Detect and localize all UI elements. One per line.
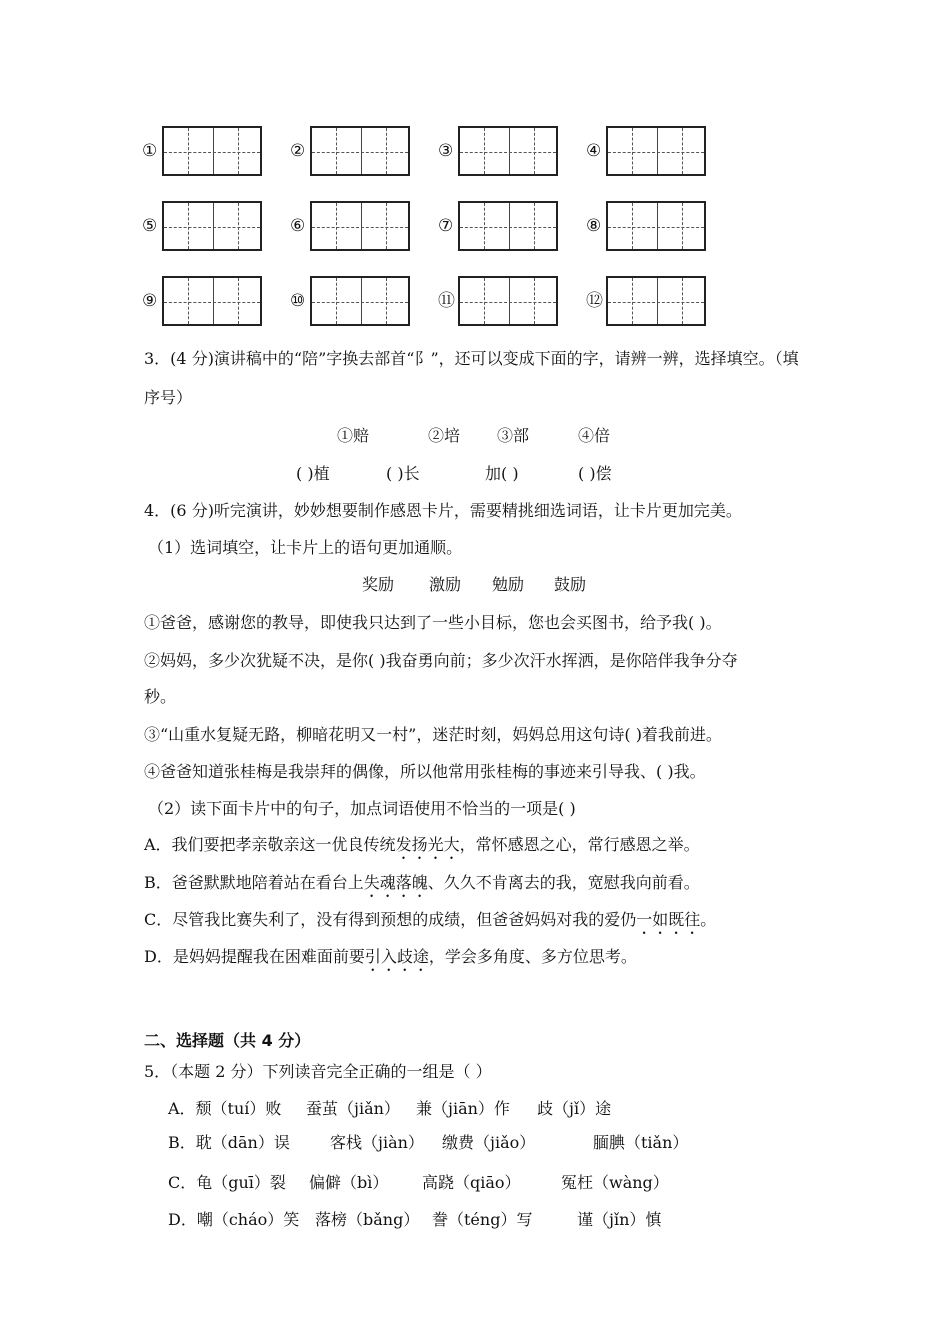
option-d[interactable]: D．是妈妈提醒我在困难面前要引入歧途，学会多角度、多方位思考。: [144, 947, 637, 966]
word-option-4: 鼓励: [554, 575, 587, 594]
writing-grid: [438, 201, 558, 251]
dotted-phrase: 发扬光大: [395, 835, 460, 854]
writing-grid: [290, 276, 410, 326]
q5-c-4: 冤枉（wàng）: [561, 1173, 669, 1192]
writing-grid: [586, 276, 706, 326]
grid-box[interactable]: [310, 126, 410, 176]
writing-grid: [438, 126, 558, 176]
option-b[interactable]: B．爸爸默默地陪着站在看台上失魂落魄、久久不肯离去的我，宽慰我向前看。: [144, 873, 700, 892]
dotted-phrase: 引入歧途: [364, 947, 429, 966]
q4-sentence-2: ②妈妈，多少次犹疑不决，是你( )我奋勇向前；多少次汗水挥洒，是你陪伴我争分夺: [144, 651, 738, 670]
grid-row-2: [142, 201, 734, 251]
q3-option-2: ②培: [428, 426, 461, 445]
grid-box[interactable]: [310, 276, 410, 326]
grid-number: ⑤: [142, 216, 158, 236]
q4-part1: （1）选词填空，让卡片上的语句更加通顺。: [148, 538, 463, 557]
grid-box[interactable]: [458, 201, 558, 251]
grid-row-3: [142, 276, 734, 326]
q5-b-2: 客栈（jiàn）: [330, 1133, 424, 1152]
grid-number: ⑩: [290, 291, 306, 311]
section-heading: 二、选择题（共 4 分）: [144, 1031, 311, 1050]
word-option-3: 勉励: [492, 575, 525, 594]
q3-option-4: ④倍: [578, 426, 611, 445]
q5-d-2: 落榜（bǎng）: [315, 1210, 420, 1229]
q5-a-2: 蚕茧（jiǎn）: [306, 1099, 400, 1118]
q3-option-1: ①赔: [337, 426, 370, 445]
q4-sentence-2-cont: 秒。: [144, 687, 177, 706]
grid-box[interactable]: [458, 276, 558, 326]
dotted-phrase: 失魂落魄: [363, 873, 428, 892]
q3-stem-cont: 序号）: [144, 388, 193, 407]
word-option-1: 奖励: [362, 575, 395, 594]
q4-stem: 4．(6 分)听完演讲，妙妙想要制作感恩卡片，需要精挑细选词语，让卡片更加完美。: [144, 501, 742, 520]
q4-part2: （2）读下面卡片中的句子，加点词语使用不恰当的一项是( ): [148, 799, 576, 818]
word-option-2: 激励: [429, 575, 462, 594]
writing-grid: [586, 126, 706, 176]
writing-grid: [438, 276, 558, 326]
grid-box[interactable]: [162, 276, 262, 326]
q5-c-2: 偏僻（bì）: [309, 1173, 389, 1192]
grid-number: ④: [586, 141, 602, 161]
q5-a-3: 兼（jiān）作: [416, 1099, 510, 1118]
writing-grid: [586, 201, 706, 251]
grid-box[interactable]: [606, 201, 706, 251]
grid-row-1: [142, 126, 734, 176]
grid-number: ②: [290, 141, 306, 161]
q3-stem: 3．(4 分)演讲稿中的“陪”字换去部首“阝”，还可以变成下面的字，请辨一辨，选择填空。（填: [144, 349, 799, 368]
q3-blank-2[interactable]: ( )长: [386, 464, 420, 483]
grid-number: ⑧: [586, 216, 602, 236]
writing-grid: [142, 126, 262, 176]
grid-number: ⑥: [290, 216, 306, 236]
q5-d-1[interactable]: D．嘲（cháo）笑: [168, 1210, 300, 1229]
dotted-phrase: 一如既往: [636, 910, 701, 929]
writing-grid: [290, 201, 410, 251]
grid-box[interactable]: [458, 126, 558, 176]
grid-number: ⑨: [142, 291, 158, 311]
grid-box[interactable]: [606, 126, 706, 176]
q5-c-1[interactable]: C．龟（guī）裂: [168, 1173, 286, 1192]
q5-b-4: 腼腆（tiǎn）: [593, 1133, 689, 1152]
q5-stem: 5．（本题 2 分）下列读音完全正确的一组是（ ）: [144, 1062, 492, 1081]
grid-number: ⑫: [586, 291, 603, 311]
q3-blank-1[interactable]: ( )植: [296, 464, 330, 483]
q5-c-3: 高跷（qiāo）: [422, 1173, 521, 1192]
q4-sentence-1: ①爸爸，感谢您的教导，即使我只达到了一些小目标，您也会买图书，给予我( )。: [144, 613, 722, 632]
q5-a-1[interactable]: A．颓（tuí）败: [168, 1099, 282, 1118]
grid-number: ③: [438, 141, 454, 161]
q5-d-4: 谨（jǐn）慎: [577, 1210, 662, 1229]
writing-grid: [290, 126, 410, 176]
grid-box[interactable]: [310, 201, 410, 251]
grid-box[interactable]: [162, 126, 262, 176]
q5-b-3: 缴费（jiǎo）: [442, 1133, 536, 1152]
q4-sentence-3: ③“山重水复疑无路，柳暗花明又一村”，迷茫时刻，妈妈总用这句诗( )着我前进。: [144, 725, 722, 744]
q5-d-3: 誊（téng）写: [432, 1210, 533, 1229]
q3-blank-4[interactable]: ( )偿: [578, 464, 612, 483]
grid-box[interactable]: [606, 276, 706, 326]
grid-number: ⑦: [438, 216, 454, 236]
grid-box[interactable]: [162, 201, 262, 251]
writing-grid: [142, 201, 262, 251]
q5-b-1[interactable]: B．耽（dān）误: [168, 1133, 290, 1152]
grid-number: ⑪: [438, 291, 455, 311]
grid-number: ①: [142, 141, 158, 161]
q3-blank-3[interactable]: 加( ): [485, 464, 519, 483]
q4-sentence-4: ④爸爸知道张桂梅是我崇拜的偶像，所以他常用张桂梅的事迹来引导我、( )我。: [144, 762, 706, 781]
option-c[interactable]: C．尽管我比赛失利了，没有得到预想的成绩，但爸爸妈妈对我的爱仍一如既往。: [144, 910, 717, 929]
option-a[interactable]: A．我们要把孝亲敬亲这一优良传统发扬光大，常怀感恩之心，常行感恩之举。: [144, 835, 700, 854]
writing-grid: [142, 276, 262, 326]
q3-option-3: ③部: [497, 426, 530, 445]
q5-a-4: 歧（jǐ）途: [537, 1099, 612, 1118]
